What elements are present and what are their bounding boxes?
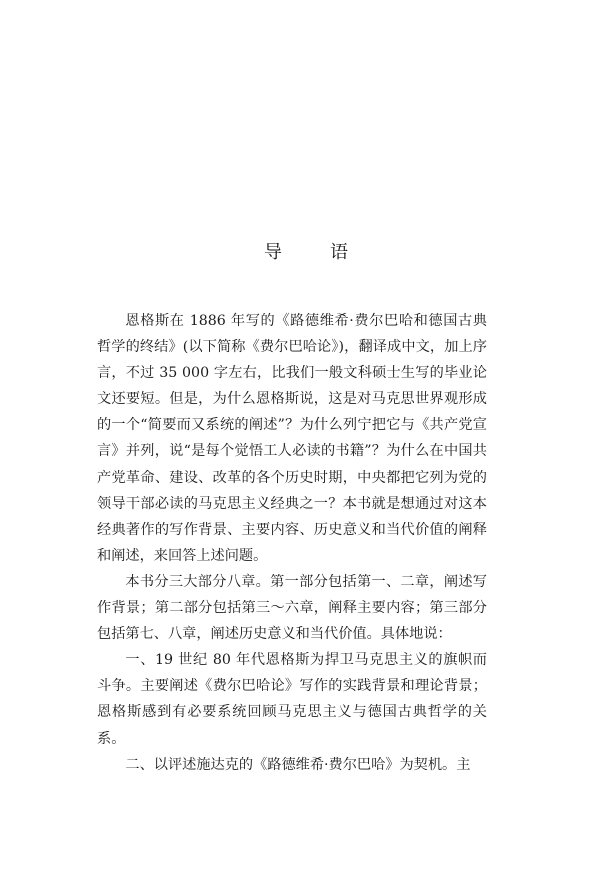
chapter-title [0, 238, 612, 264]
chapter-title-right: 语 [330, 242, 348, 263]
paragraph-part-two: 二、以评述施达克的《路德维希·费尔巴哈》为契机。主 [125, 756, 471, 773]
paragraph-structure: 本书分三大部分八章。第一部分包括第一、二章，阐述写作背景；第二部分包括第三～六章，阐释主要内容；第三部分包括第七、八章，阐述历史意义和当代价值。具体地说： [97, 573, 487, 643]
body-text [97, 308, 487, 778]
paragraph-intro: 恩格斯在 1886 年写的《路德维希·费尔巴哈和德国古典哲学的终结》(以下简称《费尔巴哈论》)，翻译成中文，加上序言，不过 35 000 字左右，比我们一般文科硕士生写的毕业论文还要短。但是，为什么恩格斯说，这是对马克思世界观形成的一个“简要而又系统的阐述”？为什么列宁把它与《共产党宣言》并列，说“是每个觉悟工人必读的书籍”？为什么在中国共产党革命、建设、改革的各个历史时期，中央都把它列为党的领导干部必读的马克思主义经典之一？本书就是想通过对这本经典著作的写作背景、主要内容、历史意义和当代价值的阐释和阐述，来回答上述问题。 [97, 313, 487, 564]
chapter-title-left: 导 [264, 242, 282, 263]
paragraph-part-one: 一、19 世纪 80 年代恩格斯为捍卫马克思主义的旗帜而斗争。主要阐述《费尔巴哈论》写作的实践背景和理论背景；恩格斯感到有必要系统回顾马克思主义与德国古典哲学的关系。 [97, 652, 487, 747]
